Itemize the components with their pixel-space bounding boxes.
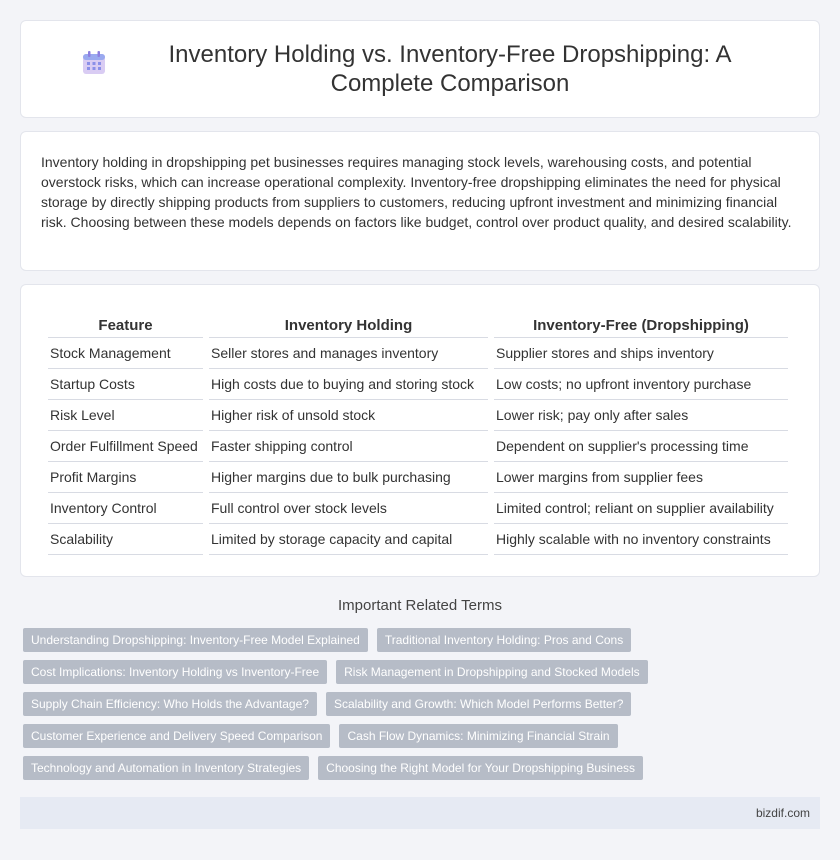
table-cell: Profit Margins	[48, 462, 203, 493]
header-card	[20, 20, 820, 118]
table-cell: Higher risk of unsold stock	[209, 400, 488, 431]
related-terms-title: Important Related Terms	[338, 597, 502, 614]
column-header-inventory-holding: Inventory Holding	[209, 310, 488, 338]
column-header-feature: Feature	[48, 310, 203, 338]
table-row	[48, 369, 788, 400]
table-cell: Lower risk; pay only after sales	[494, 400, 788, 431]
table-cell: Supplier stores and ships inventory	[494, 338, 788, 369]
related-term-link[interactable]: Customer Experience and Delivery Speed Comparison	[23, 724, 330, 748]
table-cell: High costs due to buying and storing stock	[209, 369, 488, 400]
table-cell: Highly scalable with no inventory constraints	[494, 524, 788, 555]
table-header-row	[48, 310, 788, 338]
table-cell: Dependent on supplier's processing time	[494, 431, 788, 462]
table-row	[48, 431, 788, 462]
table-row	[48, 400, 788, 431]
footer-site-link[interactable]: bizdif.com	[755, 806, 810, 820]
table-cell: Risk Level	[48, 400, 203, 431]
table-cell: Faster shipping control	[209, 431, 488, 462]
calendar-icon	[80, 49, 108, 77]
related-terms-list	[23, 628, 803, 788]
table-row	[48, 493, 788, 524]
table-cell: Scalability	[48, 524, 203, 555]
table-cell: Startup Costs	[48, 369, 203, 400]
table-cell: Seller stores and manages inventory	[209, 338, 488, 369]
related-term-link[interactable]: Technology and Automation in Inventory Strategies	[23, 756, 309, 780]
related-term-link[interactable]: Supply Chain Efficiency: Who Holds the Advantage?	[23, 692, 317, 716]
related-term-link[interactable]: Choosing the Right Model for Your Dropshipping Business	[318, 756, 643, 780]
table-cell: Limited by storage capacity and capital	[209, 524, 488, 555]
table-row	[48, 462, 788, 493]
page-title: Inventory Holding vs. Inventory-Free Dropshipping: A Complete Comparison	[168, 41, 732, 97]
table-cell: Lower margins from supplier fees	[494, 462, 788, 493]
table-cell: Low costs; no upfront inventory purchase	[494, 369, 788, 400]
table-cell: Order Fulfillment Speed	[48, 431, 203, 462]
table-cell: Inventory Control	[48, 493, 203, 524]
related-term-link[interactable]: Cost Implications: Inventory Holding vs Inventory-Free	[23, 660, 327, 684]
related-term-link[interactable]: Cash Flow Dynamics: Minimizing Financial Strain	[339, 724, 617, 748]
table-cell: Higher margins due to bulk purchasing	[209, 462, 488, 493]
footer	[20, 797, 820, 829]
table-row	[48, 524, 788, 555]
related-term-link[interactable]: Risk Management in Dropshipping and Stocked Models	[336, 660, 648, 684]
related-term-link[interactable]: Understanding Dropshipping: Inventory-Free Model Explained	[23, 628, 368, 652]
summary-text: Inventory holding in dropshipping pet businesses requires managing stock levels, warehousing costs, and potential overstock risks, which can increase operational complexity. Inventory-free dropshipping eliminates the need for physical storage by directly shipping products from suppliers to customers, reducing upfront investment and minimizing financial risk. Choosing between these models depends on factors like budget, control over product quality, and desired scalability.	[41, 154, 792, 230]
related-term-link[interactable]: Scalability and Growth: Which Model Performs Better?	[326, 692, 631, 716]
column-header-inventory-free: Inventory-Free (Dropshipping)	[494, 310, 788, 338]
related-term-link[interactable]: Traditional Inventory Holding: Pros and Cons	[377, 628, 631, 652]
table-cell: Full control over stock levels	[209, 493, 488, 524]
comparison-table	[42, 310, 794, 555]
table-cell: Limited control; reliant on supplier availability	[494, 493, 788, 524]
table-cell: Stock Management	[48, 338, 203, 369]
table-row	[48, 338, 788, 369]
comparison-card	[20, 284, 820, 577]
summary-card	[20, 131, 820, 271]
